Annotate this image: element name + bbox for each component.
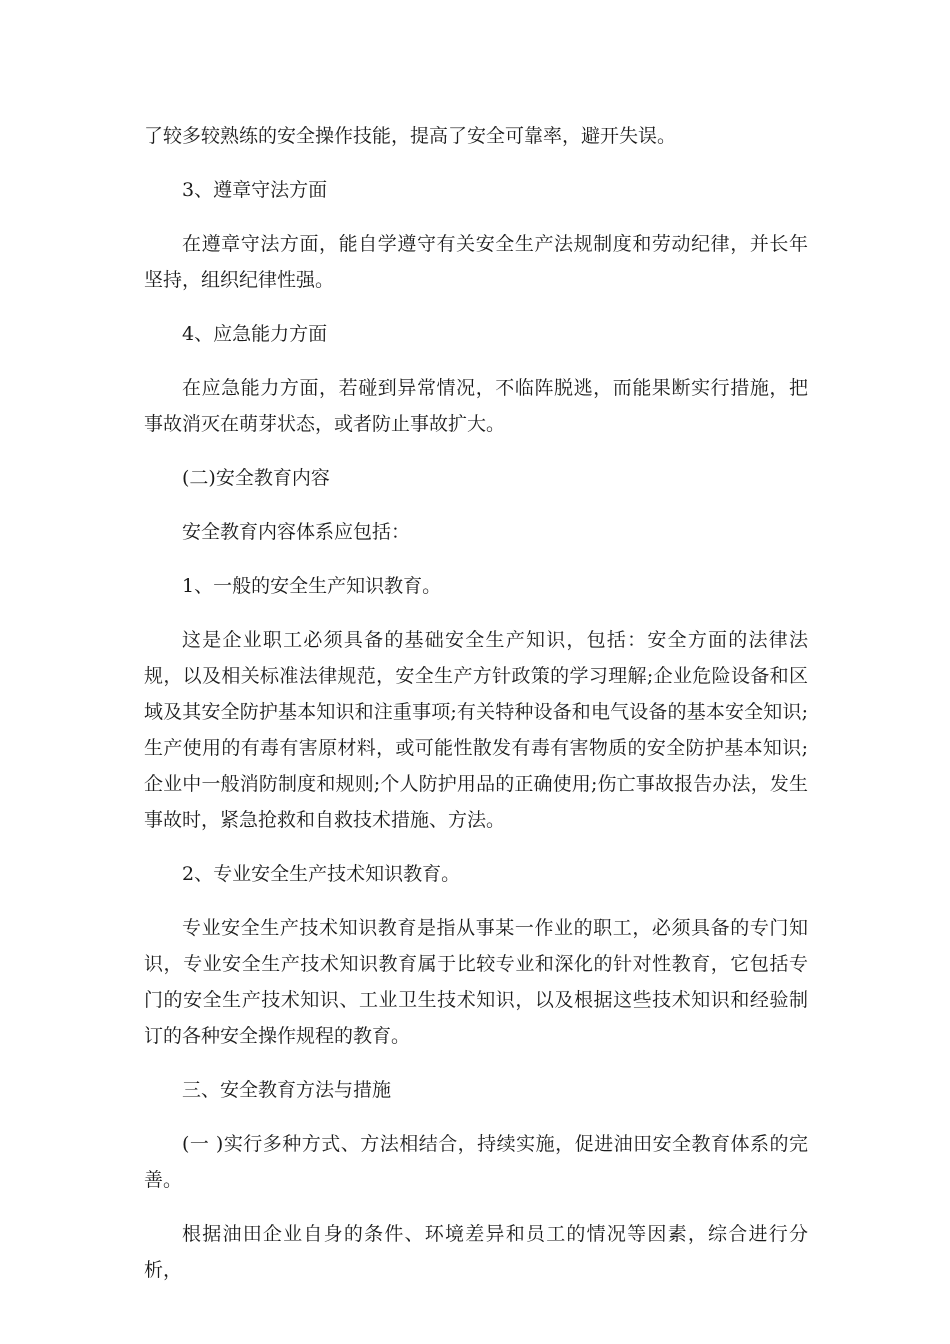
section-heading: 3、遵章守法方面 [182,179,328,201]
paragraph: 这是企业职工必须具备的基础安全生产知识，包括：安全方面的法律法规，以及相关标准法律规范，安全生产方针政策的学习理解;企业危险设备和区域及其安全防护基本知识和注重事项;有关特种设备和电气设备的基本安全知识;生产使用的有毒有害原材料，或可能性散发有毒有害物质的安全防护基本知识;企业中一般消防制度和规则;个人防护用品的正确使用;伤亡事故报告办法，发生事故时，紧急抢救和自救技术措施、方法。 [144,629,808,831]
paragraph: 根据油田企业自身的条件、环境差异和员工的情况等因素，综合进行分析， [144,1223,808,1281]
section-heading: 1、一般的安全生产知识教育。 [182,575,442,597]
section-heading: 4、应急能力方面 [182,323,328,345]
paragraph: 在遵章守法方面，能自学遵守有关安全生产法规制度和劳动纪律，并长年坚持，组织纪律性强。 [144,233,808,291]
paragraph: 了较多较熟练的安全操作技能，提高了安全可靠率，避开失误。 [144,125,677,147]
document-body [144,118,808,1306]
paragraph: (一 )实行多种方式、方法相结合，持续实施，促进油田安全教育体系的完善。 [144,1133,808,1191]
section-heading: 2、专业安全生产技术知识教育。 [182,863,461,885]
paragraph: 专业安全生产技术知识教育是指从事某一作业的职工，必须具备的专门知识，专业安全生产技术知识教育属于比较专业和深化的针对性教育，它包括专门的安全生产技术知识、工业卫生技术知识，以及根据这些技术知识和经验制订的各种安全操作规程的教育。 [144,917,808,1047]
paragraph: 安全教育内容体系应包括： [182,521,411,543]
paragraph: 在应急能力方面，若碰到异常情况，不临阵脱逃，而能果断实行措施，把事故消灭在萌芽状态，或者防止事故扩大。 [144,377,808,435]
section-heading: 三、安全教育方法与措施 [182,1079,392,1101]
section-heading: (二)安全教育内容 [182,467,330,489]
